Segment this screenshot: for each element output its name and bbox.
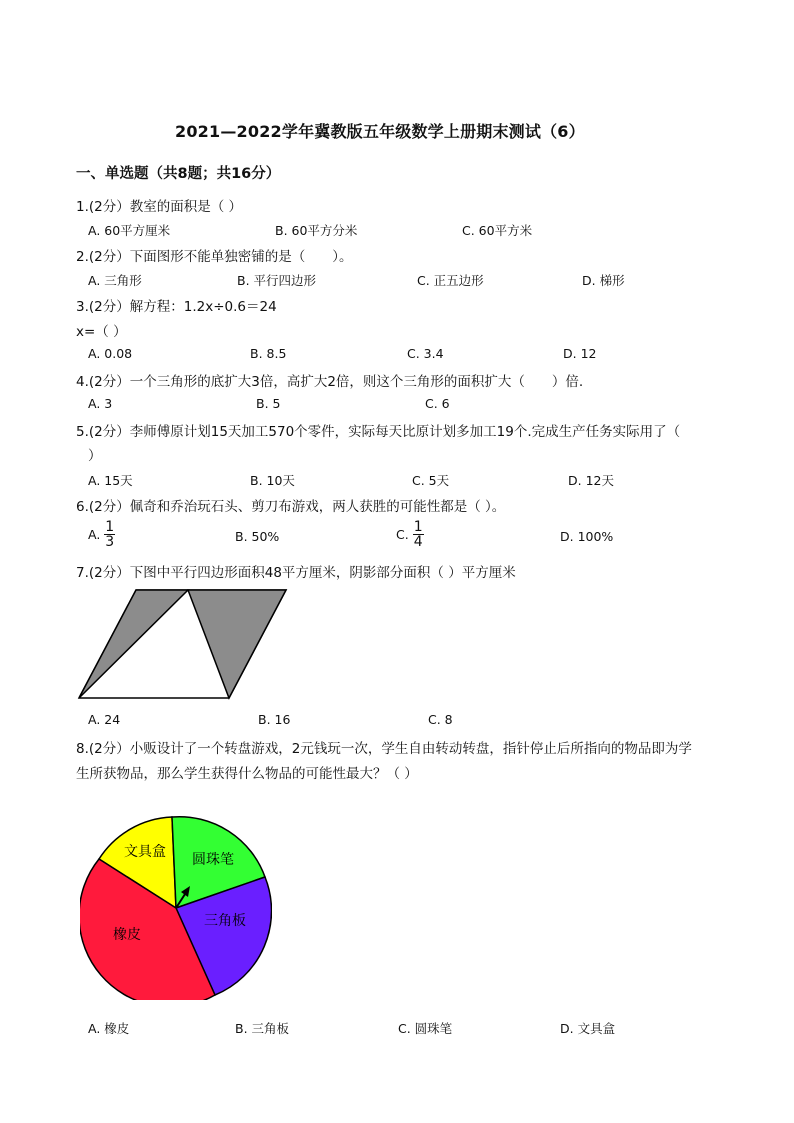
question-6-option-c-prefix: C. xyxy=(396,527,409,542)
section-header: 一、单选题（共8题；共16分） xyxy=(76,166,281,182)
question-2-option-d[interactable]: D. 梯形 xyxy=(582,273,625,288)
question-3-stem-line2: x=（ ） xyxy=(76,324,127,340)
question-1-option-a[interactable]: A. 60平方厘米 xyxy=(88,223,171,238)
question-8-stem: 8.(2分）小贩设计了一个转盘游戏，2元钱玩一次，学生自由转动转盘，指针停止后所指向的物品即为学 xyxy=(76,741,692,757)
question-4-stem: 4.(2分）一个三角形的底扩大3倍，高扩大2倍，则这个三角形的面积扩大（ ）倍. xyxy=(76,374,584,390)
question-5-option-d[interactable]: D. 12天 xyxy=(568,473,614,488)
question-5-option-b[interactable]: B. 10天 xyxy=(250,473,295,488)
question-6-option-b[interactable]: B. 50% xyxy=(235,529,280,544)
fraction-numerator: 1 xyxy=(413,519,423,535)
fraction-one-third xyxy=(104,520,115,549)
question-7-option-c[interactable]: C. 8 xyxy=(428,712,453,727)
question-3-option-a[interactable]: A. 0.08 xyxy=(88,346,133,361)
wheel-label-sanjiaoban: 三角板 xyxy=(204,913,246,929)
question-5-option-a[interactable]: A. 15天 xyxy=(88,473,133,488)
question-2-option-c[interactable]: C. 正五边形 xyxy=(417,273,484,288)
question-5-option-c[interactable]: C. 5天 xyxy=(412,473,450,488)
question-6-option-c[interactable] xyxy=(396,520,424,549)
question-6-option-a-prefix: A. xyxy=(88,527,101,542)
question-2-stem: 2.(2分）下面图形不能单独密铺的是（ ）。 xyxy=(76,249,353,265)
question-8-option-d[interactable]: D. 文具盒 xyxy=(560,1021,616,1036)
question-7-stem: 7.(2分）下图中平行四边形面积48平方厘米，阴影部分面积（ ）平方厘米 xyxy=(76,565,516,581)
question-6-option-d[interactable]: D. 100% xyxy=(560,529,614,544)
question-2-option-b[interactable]: B. 平行四边形 xyxy=(237,273,317,288)
question-7-option-b[interactable]: B. 16 xyxy=(258,712,291,727)
question-4-option-c[interactable]: C. 6 xyxy=(425,396,450,411)
question-4-option-b[interactable]: B. 5 xyxy=(256,396,281,411)
fraction-numerator: 1 xyxy=(105,519,115,535)
question-6-stem: 6.(2分）佩奇和乔治玩石头、剪刀布游戏，两人获胜的可能性都是（ ）。 xyxy=(76,499,506,515)
question-2-option-a[interactable]: A. 三角形 xyxy=(88,273,142,288)
page-title: 2021—2022学年冀教版五年级数学上册期末测试（6） xyxy=(175,122,585,141)
question-8-option-c[interactable]: C. 圆珠笔 xyxy=(398,1021,453,1036)
question-5-stem-line2: ） xyxy=(88,448,102,464)
question-5-stem: 5.(2分）李师傅原计划15天加工570个零件，实际每天比原计划多加工19个.完成生产任务实际用了（ xyxy=(76,424,681,440)
fraction-denominator: 3 xyxy=(105,534,115,550)
question-6-option-a[interactable] xyxy=(88,520,115,549)
wheel-label-yuanzhubi: 圆珠笔 xyxy=(192,852,234,868)
question-1-stem: 1.(2分）教室的面积是（ ） xyxy=(76,199,243,215)
wheel-label-wenjuhe: 文具盒 xyxy=(124,844,166,860)
question-8-stem-line2: 生所获物品，那么学生获得什么物品的可能性最大？（ ） xyxy=(76,766,418,782)
question-1-option-b[interactable]: B. 60平方分米 xyxy=(275,223,358,238)
question-3-stem: 3.(2分）解方程：1.2x÷0.6＝24 xyxy=(76,299,277,315)
question-3-option-b[interactable]: B. 8.5 xyxy=(250,346,287,361)
question-3-option-c[interactable]: C. 3.4 xyxy=(407,346,444,361)
fraction-one-quarter xyxy=(413,520,424,549)
question-8-option-a[interactable]: A. 橡皮 xyxy=(88,1021,130,1036)
fraction-denominator: 4 xyxy=(413,534,423,550)
question-4-option-a[interactable]: A. 3 xyxy=(88,396,113,411)
question-3-option-d[interactable]: D. 12 xyxy=(563,346,597,361)
parallelogram-figure xyxy=(76,587,290,701)
spinner-wheel xyxy=(80,812,272,1000)
wheel-label-xiangpi: 橡皮 xyxy=(113,927,141,943)
question-7-option-a[interactable]: A. 24 xyxy=(88,712,121,727)
question-8-option-b[interactable]: B. 三角板 xyxy=(235,1021,290,1036)
question-1-option-c[interactable]: C. 60平方米 xyxy=(462,223,533,238)
